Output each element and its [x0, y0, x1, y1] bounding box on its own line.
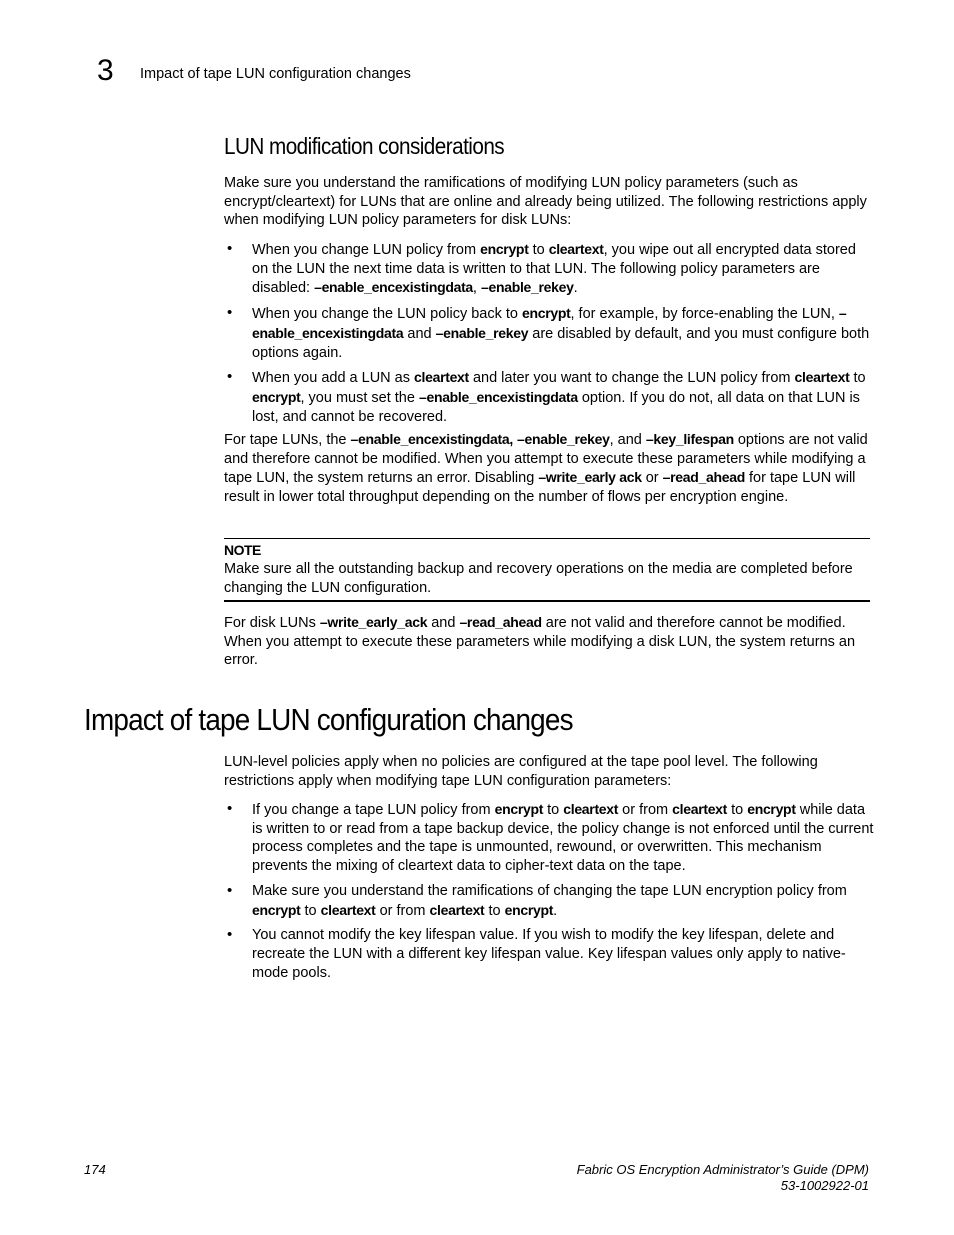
note-label: NOTE: [224, 542, 261, 558]
bullet-icon: •: [227, 881, 233, 899]
note-text: Make sure all the outstanding backup and recovery operations on the media are completed before changing the LUN configuration.: [224, 561, 853, 596]
section-heading-impact-tape-lun: Impact of tape LUN configuration changes: [84, 702, 573, 737]
list-item: • When you change LUN policy from encrypt to cleartext, you wipe out all encrypted data stored on the LUN the next time data is written to that LUN. The following policy parameters are disabled: –enable_encexistingdata, –enable_rekey.: [227, 240, 856, 297]
section1-bullet-list: [224, 240, 874, 432]
section2-intro: LUN-level policies apply when no policies are configured at the tape pool level. The following restrictions apply when modifying tape LUN configuration parameters:: [224, 754, 818, 789]
list-item: • You cannot modify the key lifespan value. If you wish to modify the key lifespan, delete and recreate the LUN with a different key lifespan value. Key lifespan values only apply to native-mode pools.: [227, 926, 846, 981]
note-top-rule: [224, 538, 870, 539]
bullet-icon: •: [227, 368, 233, 386]
list-item: • When you add a LUN as cleartext and later you want to change the LUN policy from cleartext to encrypt, you must set the –enable_encexistingdata option. If you do not, all data on that LUN is lost, and cannot be recovered.: [227, 368, 866, 425]
page-number: 174: [84, 1162, 106, 1177]
running-header-title: Impact of tape LUN configuration changes: [140, 66, 411, 82]
list-item: • When you change the LUN policy back to encrypt, for example, by force-enabling the LUN, –enable_encexistingdata and –enable_rekey are disabled by default, and you must configure both options again.: [227, 304, 870, 361]
footer-doc-info: [577, 1162, 869, 1194]
note-bottom-rule: [224, 600, 870, 602]
bullet-icon: •: [227, 240, 233, 257]
bullet-icon: •: [227, 800, 233, 817]
chapter-number: 3: [97, 54, 114, 87]
list-item: • If you change a tape LUN policy from encrypt to cleartext or from cleartext to encrypt while data is written to or read from a tape backup device, the policy change is not enforced until the current process completes and the tape is unmounted, rewound, or overwritten. This mechanism prevents the mixing of cleartext data to cipher-text data on the tape.: [227, 800, 874, 875]
section2-bullet-list: [224, 800, 874, 988]
section1-intro: Make sure you understand the ramifications of modifying LUN policy parameters (such as encrypt/cleartext) for LUNs that are online and already being utilized. The following restrictions apply when modifying LUN policy parameters for disk LUNs:: [224, 175, 867, 229]
section-heading-lun-modification: LUN modification considerations: [224, 133, 505, 159]
footer-doc-title: Fabric OS Encryption Administrator’s Guide (DPM): [576, 1162, 869, 1177]
footer-doc-number: 53-1002922-01: [780, 1178, 869, 1193]
bullet-icon: •: [227, 304, 233, 322]
bullet-icon: •: [227, 926, 233, 944]
disk-luns-paragraph: For disk LUNs –write_early_ack and –read_ahead are not valid and therefore cannot be modified. When you attempt to execute these parameters while modifying a disk LUN, the system returns an error.: [224, 614, 856, 669]
tape-luns-paragraph: For tape LUNs, the –enable_encexistingdata, –enable_rekey, and –key_lifespan options are not valid and therefore cannot be modified. When you attempt to execute these parameters while modifying a tape LUN, the system returns an error. Disabling –write_early ack or –read_ahead for tape LUN will result in lower total throughput depending on the number of flows per encryption engine.: [224, 431, 868, 506]
list-item: • Make sure you understand the ramifications of changing the tape LUN encryption policy from encrypt to cleartext or from cleartext to encrypt.: [227, 881, 847, 919]
